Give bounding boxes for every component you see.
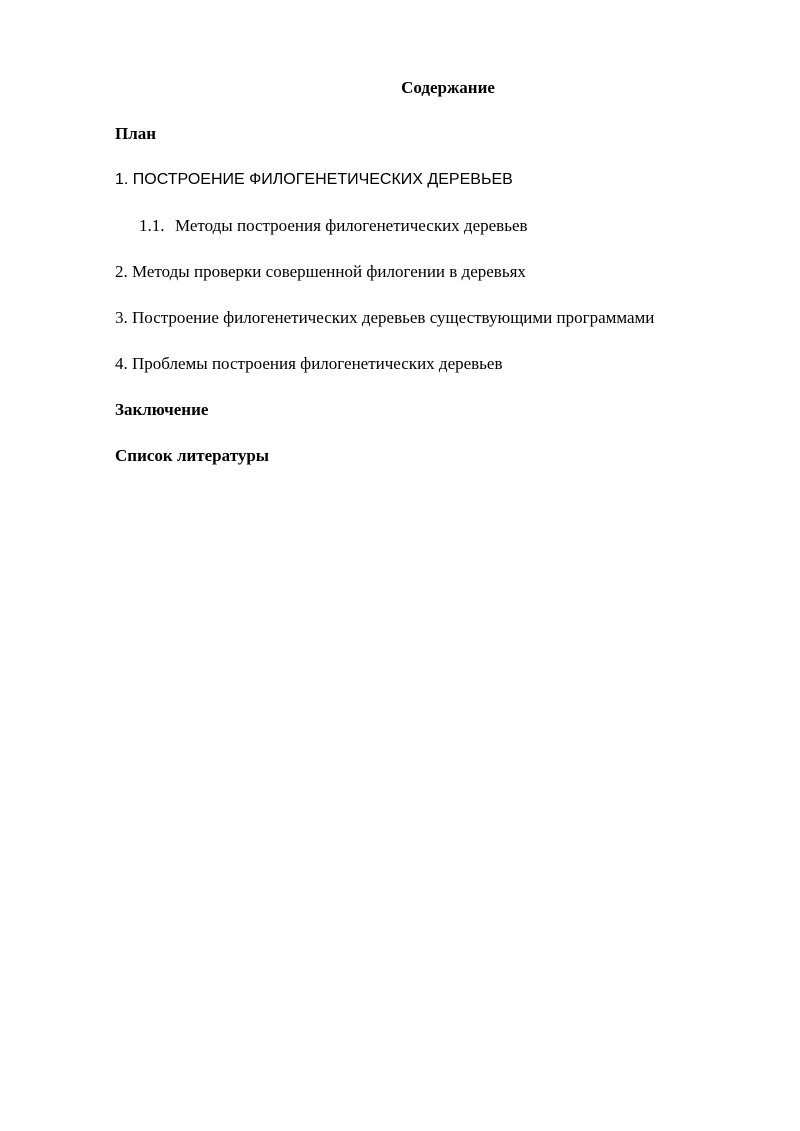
toc-entry-conclusion: Заключение bbox=[115, 400, 209, 419]
toc-entry-chapter-3: 3. Построение филогенетических деревьев существующими программами bbox=[115, 308, 655, 327]
toc-entry-chapter-2: 2. Методы проверки совершенной филогении в деревьях bbox=[115, 262, 526, 281]
toc-entry-text: Методы построения филогенетических деревьев bbox=[175, 216, 528, 235]
toc-title: Содержание bbox=[401, 78, 495, 97]
toc-entry-references: Список литературы bbox=[115, 446, 270, 465]
toc-entry-number: 1.1. bbox=[139, 216, 165, 235]
toc-entry-chapter-1: 1. ПОСТРОЕНИЕ ФИЛОГЕНЕТИЧЕСКИХ ДЕРЕВЬЕВ bbox=[115, 171, 513, 188]
toc-entry-plan: План bbox=[115, 124, 157, 143]
toc-entry-chapter-4: 4. Проблемы построения филогенетических деревьев bbox=[115, 354, 503, 373]
toc-entry-section-1-1 bbox=[139, 214, 528, 238]
